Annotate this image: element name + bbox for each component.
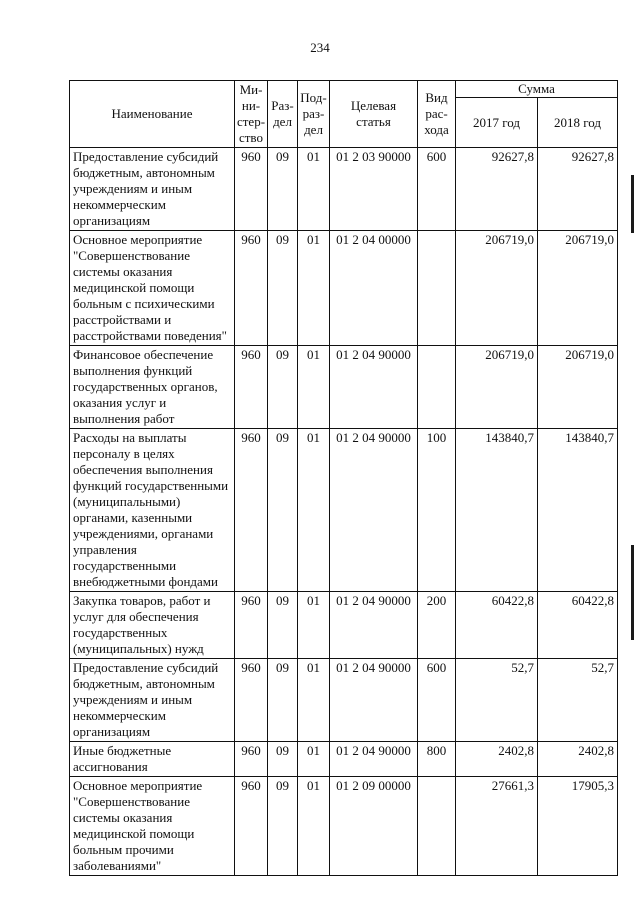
row-2018-cell: 92627,8 (538, 148, 618, 231)
header-subsection: Под- раз- дел (298, 81, 330, 148)
row-section-cell: 09 (268, 346, 298, 429)
row-name-cell: Основное мероприятие "Совершенствование системы оказания медицинской помощи больным прочими заболеваниями" (70, 777, 235, 876)
row-2018-cell: 60422,8 (538, 592, 618, 659)
row-2018-cell: 206719,0 (538, 346, 618, 429)
row-section-cell: 09 (268, 231, 298, 346)
table-row (70, 429, 618, 592)
row-target-cell: 01 2 04 90000 (330, 742, 418, 777)
row-name-cell: Предоставление субсидий бюджетным, автономным учреждениям и иным некоммерческим организациям (70, 148, 235, 231)
row-2017-cell: 60422,8 (456, 592, 538, 659)
table-row (70, 346, 618, 429)
row-2017-cell: 206719,0 (456, 231, 538, 346)
row-section-cell: 09 (268, 429, 298, 592)
row-name-cell: Расходы на выплаты персоналу в целях обеспечения выполнения функций государственными (муниципальными) органами, казенными учреждениями, органами управления государственными внебюджетными фондами (70, 429, 235, 592)
row-subsection-cell: 01 (298, 592, 330, 659)
row-2018-cell: 206719,0 (538, 231, 618, 346)
table-row (70, 742, 618, 777)
row-2018-cell: 17905,3 (538, 777, 618, 876)
table-row (70, 777, 618, 876)
row-type-cell (418, 231, 456, 346)
row-target-cell: 01 2 04 90000 (330, 592, 418, 659)
row-type-cell: 800 (418, 742, 456, 777)
row-type-cell: 600 (418, 659, 456, 742)
table-row (70, 659, 618, 742)
row-section-cell: 09 (268, 742, 298, 777)
row-subsection-cell: 01 (298, 148, 330, 231)
row-type-cell (418, 346, 456, 429)
row-section-cell: 09 (268, 777, 298, 876)
header-name: Наименование (70, 81, 235, 148)
row-section-cell: 09 (268, 148, 298, 231)
table-row (70, 592, 618, 659)
header-sum: Сумма (456, 81, 618, 98)
row-ministry-cell: 960 (235, 429, 268, 592)
row-subsection-cell: 01 (298, 231, 330, 346)
scan-mark (631, 175, 634, 233)
row-ministry-cell: 960 (235, 777, 268, 876)
row-section-cell: 09 (268, 592, 298, 659)
row-subsection-cell: 01 (298, 346, 330, 429)
row-section-cell: 09 (268, 659, 298, 742)
row-target-cell: 01 2 03 90000 (330, 148, 418, 231)
row-ministry-cell: 960 (235, 659, 268, 742)
header-year-2018: 2018 год (538, 98, 618, 148)
row-type-cell: 100 (418, 429, 456, 592)
header-target-item: Целевая статья (330, 81, 418, 148)
row-type-cell: 200 (418, 592, 456, 659)
row-subsection-cell: 01 (298, 659, 330, 742)
header-section: Раз- дел (268, 81, 298, 148)
row-target-cell: 01 2 04 90000 (330, 429, 418, 592)
row-ministry-cell: 960 (235, 592, 268, 659)
row-name-cell: Предоставление субсидий бюджетным, автономным учреждениям и иным некоммерческим организациям (70, 659, 235, 742)
row-2017-cell: 92627,8 (456, 148, 538, 231)
row-2017-cell: 206719,0 (456, 346, 538, 429)
row-target-cell: 01 2 09 00000 (330, 777, 418, 876)
table-row (70, 231, 618, 346)
row-name-cell: Иные бюджетные ассигнования (70, 742, 235, 777)
row-ministry-cell: 960 (235, 148, 268, 231)
row-2018-cell: 2402,8 (538, 742, 618, 777)
row-2017-cell: 27661,3 (456, 777, 538, 876)
row-target-cell: 01 2 04 90000 (330, 659, 418, 742)
row-subsection-cell: 01 (298, 777, 330, 876)
row-2018-cell: 143840,7 (538, 429, 618, 592)
row-ministry-cell: 960 (235, 742, 268, 777)
row-target-cell: 01 2 04 00000 (330, 231, 418, 346)
row-name-cell: Основное мероприятие "Совершенствование системы оказания медицинской помощи больным с психическими расстройствами и расстройствами поведения" (70, 231, 235, 346)
row-2017-cell: 2402,8 (456, 742, 538, 777)
row-type-cell (418, 777, 456, 876)
row-ministry-cell: 960 (235, 346, 268, 429)
row-subsection-cell: 01 (298, 429, 330, 592)
header-ministry: Ми- ни- стер- ство (235, 81, 268, 148)
scan-mark (631, 545, 634, 640)
row-target-cell: 01 2 04 90000 (330, 346, 418, 429)
page-number: 234 (310, 40, 330, 55)
row-ministry-cell: 960 (235, 231, 268, 346)
header-expense-type: Вид рас- хода (418, 81, 456, 148)
row-2017-cell: 143840,7 (456, 429, 538, 592)
row-2018-cell: 52,7 (538, 659, 618, 742)
table-header-row (70, 81, 618, 98)
budget-table (69, 80, 618, 876)
row-subsection-cell: 01 (298, 742, 330, 777)
row-type-cell: 600 (418, 148, 456, 231)
row-name-cell: Финансовое обеспечение выполнения функций государственных органов, оказания услуг и выполнения работ (70, 346, 235, 429)
row-name-cell: Закупка товаров, работ и услуг для обеспечения государственных (муниципальных) нужд (70, 592, 235, 659)
table-row (70, 148, 618, 231)
header-year-2017: 2017 год (456, 98, 538, 148)
row-2017-cell: 52,7 (456, 659, 538, 742)
